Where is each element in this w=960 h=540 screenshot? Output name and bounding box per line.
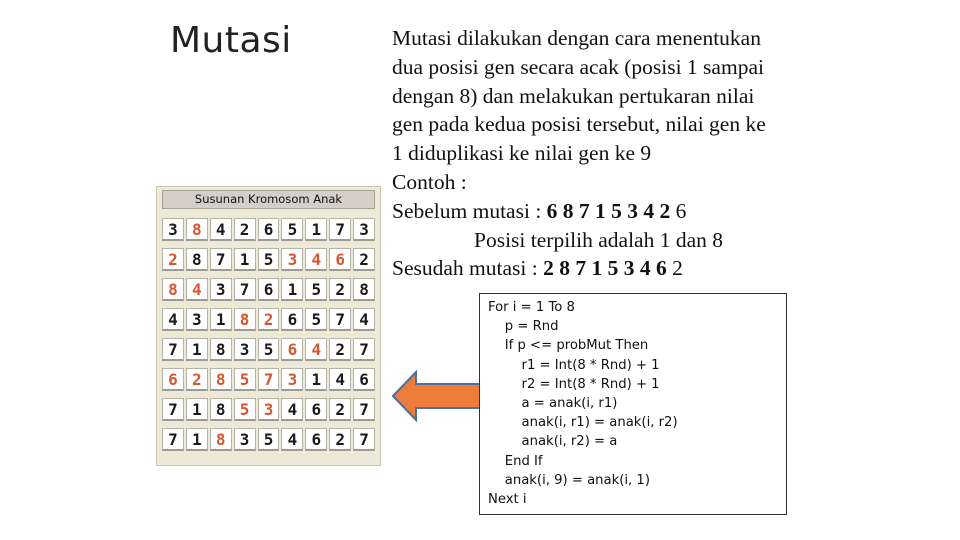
table-row bbox=[162, 398, 377, 423]
gene-cell: 8 bbox=[353, 278, 375, 301]
gene-cell: 6 bbox=[162, 368, 184, 391]
code-line: End If bbox=[488, 453, 543, 469]
gene-cell: 2 bbox=[258, 308, 280, 331]
after-label: Sesudah mutasi : bbox=[392, 256, 544, 281]
code-block bbox=[479, 293, 787, 515]
gene-cell: 2 bbox=[162, 248, 184, 271]
gene-cell: 5 bbox=[234, 368, 256, 391]
description-line: Mutasi dilakukan dengan cara menentukan bbox=[392, 26, 761, 50]
gene-cell: 4 bbox=[329, 368, 351, 391]
gene-cell: 7 bbox=[162, 338, 184, 361]
gene-cell: 2 bbox=[353, 248, 375, 271]
chromosome-table bbox=[156, 186, 381, 466]
gene-cell: 1 bbox=[234, 248, 256, 271]
table-header: Susunan Kromosom Anak bbox=[162, 190, 375, 209]
table-row bbox=[162, 278, 377, 303]
gene-cell: 2 bbox=[329, 278, 351, 301]
gene-cell: 7 bbox=[329, 218, 351, 241]
gene-cell: 7 bbox=[258, 368, 280, 391]
gene-cell: 4 bbox=[281, 398, 303, 421]
gene-cell: 4 bbox=[353, 308, 375, 331]
after-mutation bbox=[392, 254, 862, 283]
code-line: anak(i, 9) = anak(i, 1) bbox=[488, 472, 650, 488]
left-arrow-icon bbox=[390, 370, 488, 422]
gene-cell: 8 bbox=[210, 368, 232, 391]
gene-cell: 4 bbox=[305, 248, 327, 271]
gene-cell: 7 bbox=[162, 428, 184, 451]
gene-cell: 1 bbox=[186, 398, 208, 421]
after-middle: 8 7 1 5 3 4 bbox=[553, 256, 656, 281]
gene-cell: 2 bbox=[234, 218, 256, 241]
gene-cell: 6 bbox=[258, 278, 280, 301]
gene-cell: 7 bbox=[353, 338, 375, 361]
gene-cell: 2 bbox=[329, 338, 351, 361]
gene-cell: 3 bbox=[162, 218, 184, 241]
table-row bbox=[162, 218, 377, 243]
gene-cell: 8 bbox=[210, 398, 232, 421]
gene-cell: 3 bbox=[353, 218, 375, 241]
gene-cell: 6 bbox=[258, 218, 280, 241]
code-line: For i = 1 To 8 bbox=[488, 300, 575, 315]
before-gen-1: 6 bbox=[546, 198, 558, 223]
code-line: If p <= probMut Then bbox=[488, 338, 649, 354]
description-line: Contoh : bbox=[392, 169, 467, 194]
gene-cell: 2 bbox=[329, 398, 351, 421]
before-mutation bbox=[392, 197, 862, 226]
description-line: gen pada kedua posisi tersebut, nilai gen ke bbox=[392, 112, 766, 137]
after-gen-1: 2 bbox=[543, 256, 554, 281]
gene-cell: 4 bbox=[186, 278, 208, 301]
gene-cell: 6 bbox=[305, 398, 327, 421]
gene-cell: 5 bbox=[305, 278, 327, 301]
gene-cell: 6 bbox=[353, 368, 375, 391]
gene-cell: 2 bbox=[186, 368, 208, 391]
gene-cell: 3 bbox=[258, 398, 280, 421]
gene-cell: 1 bbox=[186, 428, 208, 451]
gene-cell: 1 bbox=[305, 368, 327, 391]
gene-cell: 7 bbox=[353, 398, 375, 421]
gene-cell: 6 bbox=[281, 338, 303, 361]
gene-cell: 6 bbox=[329, 248, 351, 271]
gene-cell: 6 bbox=[281, 308, 303, 331]
page-title: Mutasi bbox=[170, 20, 292, 61]
gene-cell: 5 bbox=[281, 218, 303, 241]
gene-cell: 3 bbox=[234, 338, 256, 361]
before-last: 6 bbox=[670, 198, 687, 223]
before-label: Sebelum mutasi : bbox=[392, 198, 547, 223]
code-line: Next i bbox=[488, 492, 527, 508]
gene-cell: 8 bbox=[186, 218, 208, 241]
gene-cell: 8 bbox=[186, 248, 208, 271]
table-row bbox=[162, 308, 377, 333]
after-last: 2 bbox=[666, 256, 683, 281]
gene-cell: 5 bbox=[258, 338, 280, 361]
gene-cell: 2 bbox=[329, 428, 351, 451]
gene-cell: 7 bbox=[210, 248, 232, 271]
before-middle: 8 7 1 5 3 4 bbox=[557, 198, 660, 223]
gene-cell: 6 bbox=[305, 428, 327, 451]
before-gen-8: 2 bbox=[659, 198, 671, 223]
table-row bbox=[162, 428, 377, 453]
gene-cell: 8 bbox=[234, 308, 256, 331]
gene-cell: 5 bbox=[258, 428, 280, 451]
table-row bbox=[162, 338, 377, 363]
code-line: r2 = Int(8 * Rnd) + 1 bbox=[488, 376, 660, 392]
gene-cell: 1 bbox=[186, 338, 208, 361]
gene-cell: 7 bbox=[353, 428, 375, 451]
gene-cell: 1 bbox=[210, 308, 232, 331]
gene-cell: 3 bbox=[186, 308, 208, 331]
gene-cell: 1 bbox=[305, 218, 327, 241]
code-line: anak(i, r1) = anak(i, r2) bbox=[488, 415, 678, 431]
table-row bbox=[162, 368, 377, 393]
code-line: anak(i, r2) = a bbox=[488, 434, 618, 450]
gene-cell: 4 bbox=[210, 218, 232, 241]
gene-cell: 3 bbox=[210, 278, 232, 301]
gene-cell: 3 bbox=[281, 368, 303, 391]
picked-positions: Posisi terpilih adalah 1 dan 8 bbox=[474, 227, 724, 252]
gene-cell: 8 bbox=[210, 428, 232, 451]
gene-cell: 4 bbox=[162, 308, 184, 331]
code-line: r1 = Int(8 * Rnd) + 1 bbox=[488, 357, 660, 373]
gene-cell: 7 bbox=[329, 308, 351, 331]
code-line: p = Rnd bbox=[488, 319, 559, 335]
gene-cell: 8 bbox=[210, 338, 232, 361]
gene-cell: 7 bbox=[162, 398, 184, 421]
gene-cell: 5 bbox=[305, 308, 327, 331]
gene-cell: 4 bbox=[305, 338, 327, 361]
after-gen-8: 6 bbox=[655, 256, 667, 281]
description-line: dua posisi gen secara acak (posisi 1 sampai bbox=[392, 54, 764, 79]
gene-cell: 3 bbox=[281, 248, 303, 271]
gene-cell: 5 bbox=[258, 248, 280, 271]
gene-cell: 8 bbox=[162, 278, 184, 301]
gene-cell: 1 bbox=[281, 278, 303, 301]
description-line: 1 diduplikasi ke nilai gen ke 9 bbox=[392, 141, 652, 166]
description-line: dengan 8) dan melakukan pertukaran nilai bbox=[392, 83, 755, 108]
gene-cell: 5 bbox=[234, 398, 256, 421]
table-row bbox=[162, 248, 377, 273]
gene-cell: 7 bbox=[234, 278, 256, 301]
code-line: a = anak(i, r1) bbox=[488, 396, 618, 412]
gene-cell: 4 bbox=[281, 428, 303, 451]
description bbox=[392, 24, 862, 283]
gene-cell: 3 bbox=[234, 428, 256, 451]
